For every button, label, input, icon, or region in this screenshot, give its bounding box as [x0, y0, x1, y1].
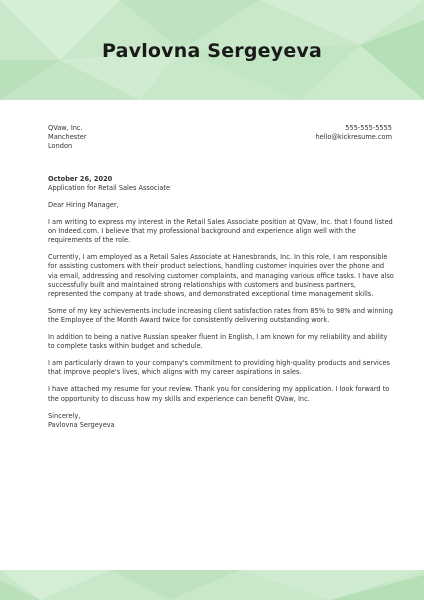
paragraph: I am writing to express my interest in the Retail Sales Associate position at QVaw, Inc. that I found listed on Indeed.com. I believe that my professional background and experience align well with the requirements of the role.: [48, 218, 393, 245]
paragraph: Some of my key achievements include increasing client satisfaction rates from 85% to 98% and winning the Employee of the Month Award twice for consistently delivering outstanding work.: [48, 306, 393, 324]
header-banner: [0, 0, 424, 100]
applicant-name: Pavlovna Sergeyeva: [101, 40, 323, 62]
closing: Sincerely,: [48, 411, 81, 420]
sender-company: QVaw, Inc.: [48, 124, 83, 132]
sender-region: London: [48, 142, 73, 151]
paragraph: Currently, I am employed as a Retail Sales Associate at Hanesbrands, Inc. In this role, I am responsible for assisting customers with their product selections, handling customer inquiries over the phone and via email, addressing and resolving customer complaints, and managing various office tasks. I have also successfully built and maintained strong relationships with customers and business partners, represented the company at trade shows, and demonstrated exceptional time management skills.: [48, 253, 394, 298]
contact-info: [315, 124, 392, 142]
signature-name: Pavlovna Sergeyeva: [48, 420, 115, 429]
letter-date: October 26, 2020: [48, 175, 113, 183]
paragraph: In addition to being a native Russian speaker fluent in English, I am known for my reliability and ability to complete tasks within budget and schedule.: [48, 333, 388, 351]
contact-phone: 555-555-5555: [345, 124, 392, 132]
contact-email: hello@kickresume.com: [315, 133, 392, 142]
footer-pattern: [0, 570, 424, 600]
paragraph: I am particularly drawn to your company's commitment to providing high-quality products and services that improve people's lives, which aligns with my career aspirations in sales.: [48, 359, 390, 377]
sign-off: [48, 412, 394, 430]
letter-body: [48, 201, 394, 430]
letter-subject: Application for Retail Sales Associate: [48, 184, 171, 192]
paragraph: I have attached my resume for your review. Thank you for considering my application. I look forward to the opportunity to discuss how my skills and experience can benefit QVaw, Inc.: [48, 385, 390, 403]
sender-city: Manchester: [48, 133, 87, 142]
footer-banner: [0, 570, 424, 600]
greeting: Dear Hiring Manager,: [48, 201, 119, 209]
sender-address: [48, 124, 87, 151]
